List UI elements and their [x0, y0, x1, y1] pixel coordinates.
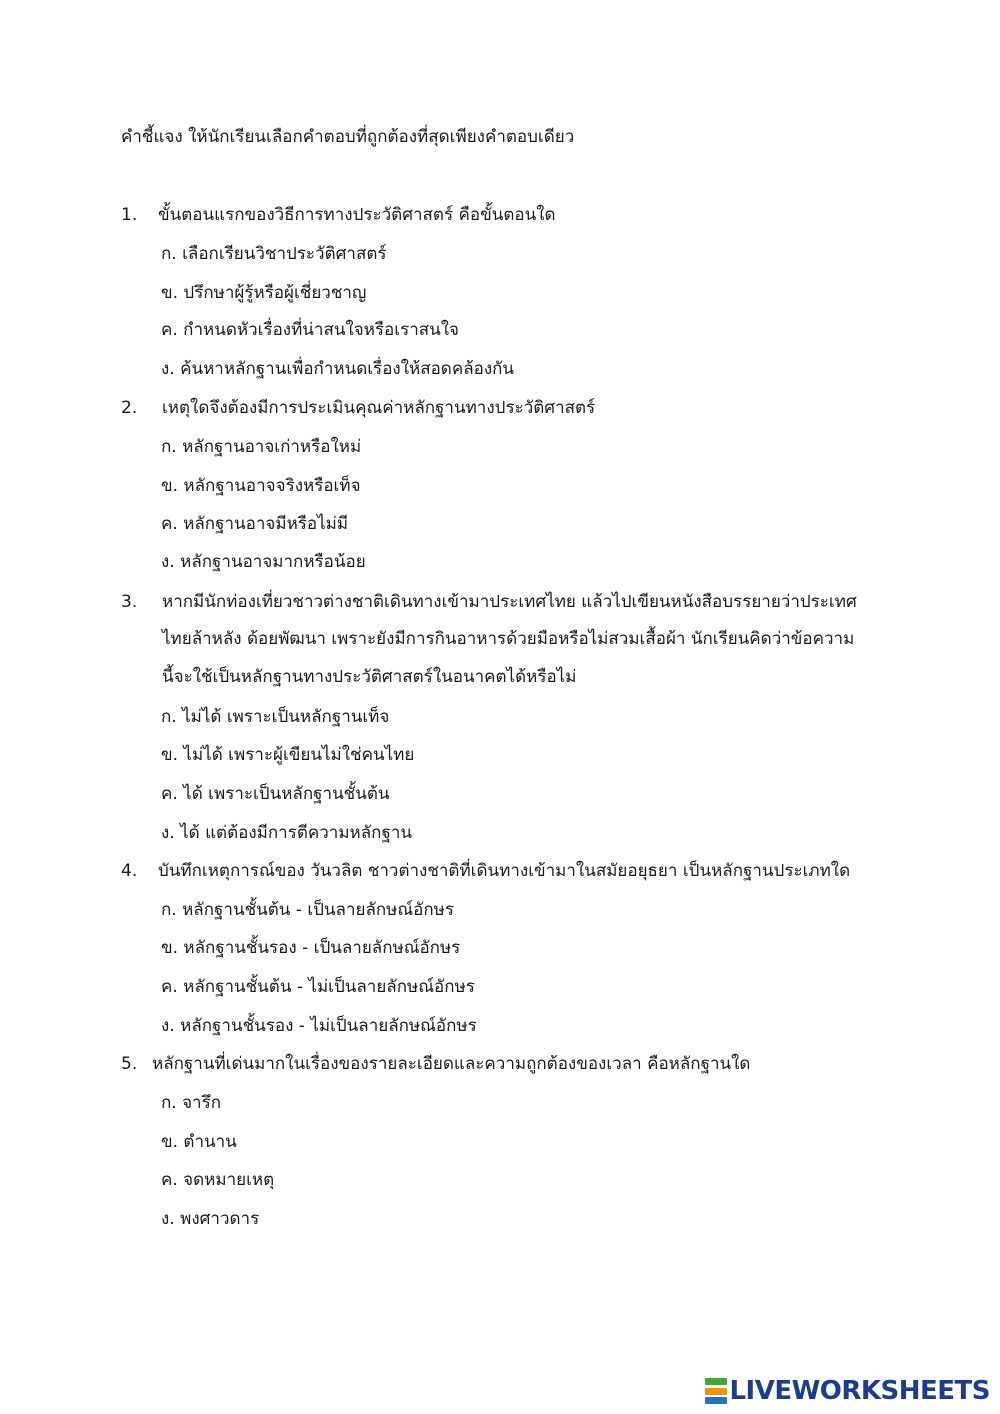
question-text: ขั้นตอนแรกของวิธีการทางประวัติศาสตร์ คือขั้นตอนใด: [158, 205, 556, 225]
liveworksheets-icon: [705, 1378, 727, 1404]
instructions: คำชี้แจง ให้นักเรียนเลือกคำตอบที่ถูกต้องที่สุดเพียงคำตอบเดียว: [121, 127, 575, 147]
choice[interactable]: ง. ได้ แต่ต้องมีการตีความหลักฐาน: [161, 823, 412, 843]
choice[interactable]: ก. ไม่ได้ เพราะเป็นหลักฐานเท็จ: [161, 707, 390, 727]
question-text: ไทยล้าหลัง ด้อยพัฒนา เพราะยังมีการกินอาหารด้วยมือหรือไม่สวมเสื้อผ้า นักเรียนคิดว่าข้อความ: [162, 629, 855, 649]
question-number: 3.: [121, 592, 138, 612]
question-text: หากมีนักท่องเที่ยวชาวต่างชาติเดินทางเข้ามาประเทศไทย แล้วไปเขียนหนังสือบรรยายว่าประเทศ: [162, 592, 857, 612]
choice[interactable]: ง. ค้นหาหลักฐานเพื่อกำหนดเรื่องให้สอดคล้องกัน: [161, 359, 515, 379]
liveworksheets-logo: [705, 1376, 990, 1406]
question-text: เหตุใดจึงต้องมีการประเมินคุณค่าหลักฐานทางประวัติศาสตร์: [162, 398, 596, 418]
choice[interactable]: ข. หลักฐานอาจจริงหรือเท็จ: [161, 476, 361, 496]
choice[interactable]: ข. ปรึกษาผู้รู้หรือผู้เชี่ยวชาญ: [161, 283, 367, 303]
choice[interactable]: ค. หลักฐานอาจมีหรือไม่มี: [161, 514, 349, 534]
choice[interactable]: ข. ไม่ได้ เพราะผู้เขียนไม่ใช่คนไทย: [161, 745, 415, 765]
choice[interactable]: ง. หลักฐานชั้นรอง - ไม่เป็นลายลักษณ์อักษร: [161, 1016, 477, 1036]
question-number: 1.: [121, 205, 138, 225]
choice[interactable]: ก. หลักฐานชั้นต้น - เป็นลายลักษณ์อักษร: [161, 900, 455, 920]
question-text: นี้จะใช้เป็นหลักฐานทางประวัติศาสตร์ในอนาคตได้หรือไม่: [162, 667, 577, 687]
choice[interactable]: ค. กำหนดหัวเรื่องที่น่าสนใจหรือเราสนใจ: [161, 320, 460, 340]
choice[interactable]: ข. หลักฐานชั้นรอง - เป็นลายลักษณ์อักษร: [161, 938, 461, 958]
choice[interactable]: ก. เลือกเรียนวิชาประวัติศาสตร์: [161, 244, 387, 264]
choice[interactable]: ค. จดหมายเหตุ: [161, 1170, 275, 1190]
question-number: 5.: [121, 1054, 138, 1074]
choice[interactable]: ก. หลักฐานอาจเก่าหรือใหม่: [161, 437, 362, 457]
choice[interactable]: ง. หลักฐานอาจมากหรือน้อย: [161, 552, 366, 572]
choice[interactable]: ก. จารึก: [161, 1093, 222, 1113]
question-number: 2.: [121, 398, 138, 418]
question-text: บันทึกเหตุการณ์ของ วันวลิต ชาวต่างชาติที่เดินทางเข้ามาในสมัยอยุธยา เป็นหลักฐานประเภทใด: [158, 861, 851, 881]
choice[interactable]: ค. ได้ เพราะเป็นหลักฐานชั้นต้น: [161, 784, 390, 804]
question-text: หลักฐานที่เด่นมากในเรื่องของรายละเอียดและความถูกต้องของเวลา คือหลักฐานใด: [152, 1054, 751, 1074]
choice[interactable]: ค. หลักฐานชั้นต้น - ไม่เป็นลายลักษณ์อักษร: [161, 977, 475, 997]
choice[interactable]: ข. ตำนาน: [161, 1132, 237, 1152]
liveworksheets-wordmark: LIVEWORKSHEETS: [729, 1376, 990, 1406]
choice[interactable]: ง. พงศาวดาร: [161, 1209, 260, 1229]
question-number: 4.: [121, 861, 138, 881]
